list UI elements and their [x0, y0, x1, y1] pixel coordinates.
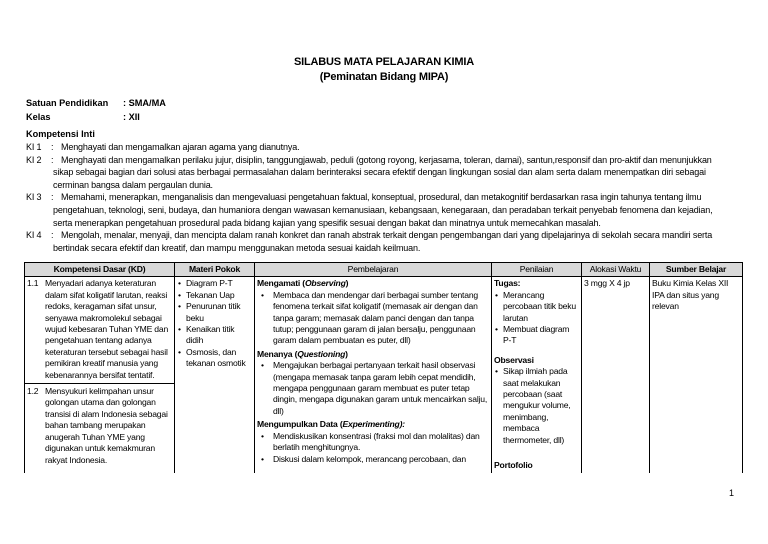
ki-item: KI 4 : Mengolah, menalar, menyaji, dan mencipta dalam ranah konkret dan ranah abstrak terkait dengan pengembangan dari yang dipelajarinya di sekolah secara mandiri serta bertindak secara efektif dan kreatif, dan mampu menggunakan metoda sesuai kaidah keilmuan.: [26, 229, 741, 254]
kd-divider: [25, 383, 174, 384]
ki-line: sikap sebagai bagian dari solusi atas berbagai permasalahan dalam berinteraksi secara efektif dengan lingkungan sosial dan alam serta dalam menempatkan diri sebagai: [53, 167, 706, 178]
ki-line: bertindak secara efektif dan kreatif, dan mampu menggunakan metoda sesuai kaidah keilmuan.: [53, 242, 421, 253]
list-item: • Merancang percobaan titik beku larutan: [494, 290, 579, 324]
tugas-heading: Tugas:: [494, 278, 521, 289]
ki-line: Mengolah, menalar, menyaji, dan mencipta dalam ranah konkret dan ranah abstrak terkait dengan pengembangan dari yang dipelajarinya di sekolah secara mandiri serta: [61, 230, 713, 241]
list-item: • Membaca dan mendengar dari berbagai sumber tentang fenomena terkait sifat koligatif (memasak air dengan dan tanpa garam; memasak dalam panci dengan dan tanpa tutup; penggunaan garam di jalan bersalju, penggunaan garam dalam pembuatan es puter, dll): [257, 290, 489, 347]
kelas-label: Kelas: [26, 112, 51, 122]
kelas-value: : XII: [123, 112, 140, 122]
table-header-row: [25, 263, 743, 277]
ki-line: cerminan bangsa dalam pergaulan dunia.: [53, 179, 213, 190]
header-alokasi-waktu: Alokasi Waktu: [582, 263, 650, 277]
document-title: [0, 55, 768, 85]
list-item: • Kenaikan titik didih: [177, 324, 252, 347]
kd-number: 1.2: [27, 386, 39, 397]
header-penilaian: Penilaian: [492, 263, 582, 277]
mengumpulkan-data-heading: Mengumpulkan Data (Experimenting):: [257, 419, 405, 430]
satuan-pendidikan-row: [26, 96, 166, 110]
ki-key: KI 4: [26, 230, 42, 241]
ki-line: serta menerapkan pengetahuan prosedural pada bidang kajian yang spesifik sesuai dengan bakat dan minatnya untuk memecahkan masalah.: [53, 217, 601, 228]
ki-line: Menghayati dan mengamalkan perilaku jujur, disiplin, tanggungjawab, peduli (gotong royong, kerjasama, toleran, damai), santun,responsif dan pro-aktif dan menunjukkan: [61, 154, 712, 165]
ki-item: KI 3 : Memahami, menerapkan, menganalisis dan mengevaluasi pengetahuan faktual, konseptual, prosedural, dan metakognitif berdasarkan rasa ingin tahunya tentang ilmu pengetahuan, teknologi, seni, budaya, dan humaniora dengan wawasan kemanusiaan, kebangsaan, kenegaraan, dan peradaban terkait penyebab fenomena dan kejadian, serta menerapkan pengetahuan prosedural pada bidang kajian yang spesifik sesuai dengan bakat dan minatnya untuk memecahkan masalah.: [26, 191, 741, 229]
menanya-list: [257, 360, 489, 417]
list-item: • Penurunan titik beku: [177, 301, 252, 324]
mengamati-heading: Mengamati (Observing): [257, 278, 349, 289]
satuan-label: Satuan Pendidikan: [26, 98, 109, 108]
list-item: • Diskusi dalam kelompok, merancang percobaan, dan: [257, 454, 489, 465]
kompetensi-inti-heading: Kompetensi Inti: [26, 129, 95, 139]
kelas-row: [26, 110, 140, 124]
materi-cell: [175, 277, 255, 473]
ki-line: Memahami, menerapkan, menganalisis dan mengevaluasi pengetahuan faktual, konseptual, prosedural, dan metakognitif berdasarkan rasa ingin tahunya tentang ilmu: [61, 192, 702, 203]
sumber-value: Buku Kimia Kelas XII IPA dan situs yang relevan: [652, 278, 729, 312]
kompetensi-inti-list: [26, 141, 741, 254]
observasi-list: [494, 366, 579, 446]
ki-key: KI 2: [26, 154, 42, 165]
ki-key: KI 3: [26, 192, 42, 203]
table-row: [25, 277, 743, 473]
kd-cell: [25, 277, 175, 473]
list-item: • Sikap ilmiah pada saat melakukan percobaan (saat mengukur volume, menimbang, membaca thermometer, dll): [494, 366, 579, 446]
mengamati-list: [257, 290, 489, 347]
page-number: 1: [729, 488, 735, 498]
mengumpulkan-list: [257, 431, 489, 465]
tugas-list: [494, 290, 579, 347]
list-item: • Mendiskusikan konsentrasi (fraksi mol dan molalitas) dan berlatih menghitungnya.: [257, 431, 489, 454]
kd-item: [27, 386, 172, 466]
title-line-1: SILABUS MATA PELAJARAN KIMIA: [294, 56, 474, 68]
syllabus-table: [24, 262, 743, 473]
header-sumber-belajar: Sumber Belajar: [650, 263, 743, 277]
ki-line: pengetahuan, teknologi, seni, budaya, dan humaniora dengan wawasan kemanusiaan, kebangsaan, kenegaraan, dan peradaban terkait penyebab fenomena dan kejadian,: [53, 204, 713, 215]
kd-text: Mensyukuri kelimpahan unsur golongan utama dan golongan transisi di alam Indonesia sebagai bahan tambang merupakan anugerah Tuhan YME yang digunakan untuk kemakmuran rakyat Indonesia.: [45, 386, 168, 465]
kd-item: [27, 278, 172, 381]
menanya-heading: Menanya (Questioning): [257, 348, 348, 359]
ki-item: KI 1 : Menghayati dan mengamalkan ajaran agama yang dianutnya.: [26, 141, 741, 154]
header-materi-pokok: Materi Pokok: [175, 263, 255, 277]
title-line-2: (Peminatan Bidang MIPA): [319, 71, 449, 83]
list-item: • Mengajukan berbagai pertanyaan terkait hasil observasi (mengapa memasak tanpa garam lebih cepat mendidih, mengapa penggunaan garam membuat es puter tetap dingin, mengapa digunakan garam untuk mencairkan salju, dll): [257, 360, 489, 417]
kd-text: Menyadari adanya keteraturan dalam sifat koligatif larutan, reaksi redoks, keragaman sifat unsur, senyawa makromolekul sebagai wujud kebesaran Tuhan YME dan pengetahuan tentang adanya keteraturan tersebut sebagai hasil pemikiran kreatif manusia yang kebenarannya bersifat tentatif.: [45, 278, 169, 380]
pembelajaran-cell: [255, 277, 492, 473]
header-pembelajaran: Pembelajaran: [255, 263, 492, 277]
ki-key: KI 1: [26, 142, 42, 152]
list-item: • Tekanan Uap: [177, 290, 252, 301]
sumber-cell: [650, 277, 743, 473]
list-item: • Osmosis, dan tekanan osmotik: [177, 347, 252, 370]
alokasi-cell: [582, 277, 650, 473]
ki-line: Menghayati dan mengamalkan ajaran agama yang dianutnya.: [61, 142, 300, 152]
satuan-value: : SMA/MA: [123, 98, 166, 108]
ki-item: KI 2 : Menghayati dan mengamalkan perilaku jujur, disiplin, tanggungjawab, peduli (gotong royong, kerjasama, toleran, damai), santun,responsif dan pro-aktif dan menunjukkan sikap sebagai bagian dari solusi atas berbagai permasalahan dalam berinteraksi secara efektif dengan lingkungan sosial dan alam serta dalam menempatkan diri sebagai cerminan bangsa dalam pergaulan dunia.: [26, 154, 741, 192]
portofolio-heading: Portofolio: [494, 460, 533, 471]
list-item: • Membuat diagram P-T: [494, 324, 579, 347]
alokasi-value: 3 mgg X 4 jp: [584, 278, 630, 289]
observasi-heading: Observasi: [494, 354, 534, 365]
list-item: • Diagram P-T: [177, 278, 252, 289]
kd-number: 1.1: [27, 278, 39, 289]
penilaian-cell: [492, 277, 582, 473]
materi-list: [177, 278, 252, 369]
header-kompetensi-dasar: Kompetensi Dasar (KD): [25, 263, 175, 277]
